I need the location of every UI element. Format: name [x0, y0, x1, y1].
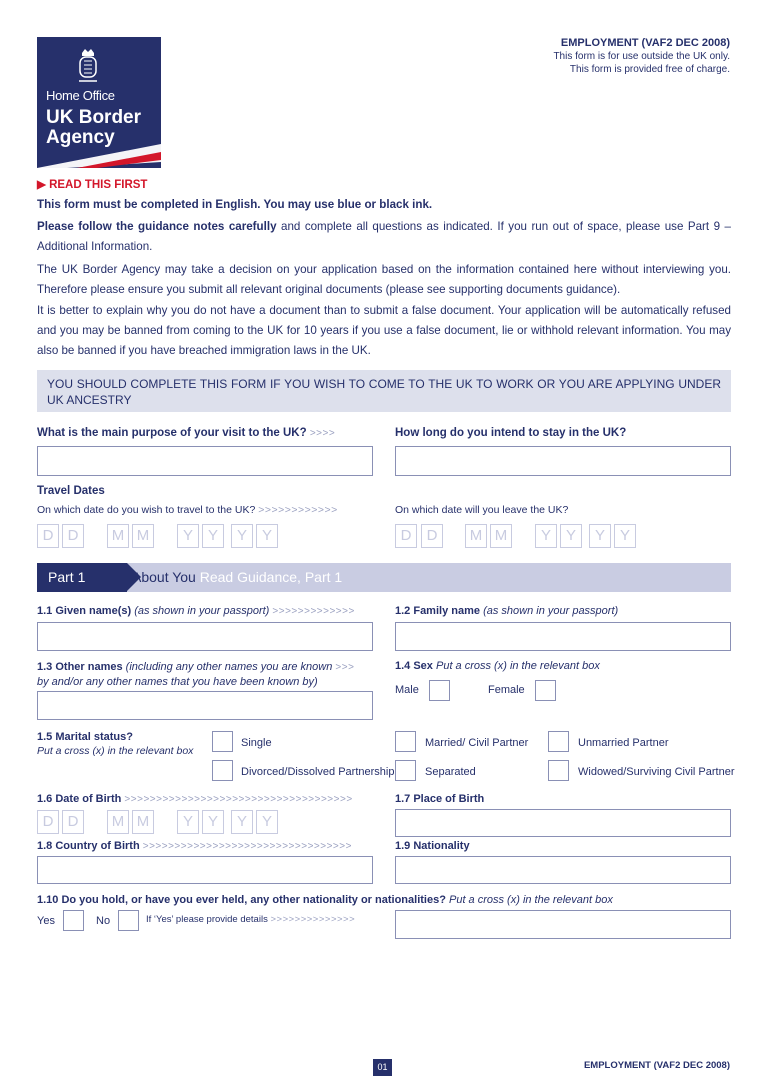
details-arrows: >>>>>>>>>>>>>> [270, 914, 356, 925]
date-of-birth-arrows: >>>>>>>>>>>>>>>>>>>>>>>>>>>>>>>>>>>> [124, 794, 353, 805]
details-label: If ‘Yes’ please provide details [146, 914, 268, 925]
travel-from-arrows: >>>>>>>>>>>> [258, 504, 338, 516]
family-name-note: (as shown in your passport) [483, 605, 619, 617]
date-of-birth-label: 1.6 Date of Birth [37, 793, 122, 805]
header-line-1: This form is for use outside the UK only. [553, 51, 730, 62]
part-1-header [37, 563, 731, 592]
date-box-year[interactable]: Y [560, 524, 582, 548]
marital-status-question [37, 730, 193, 758]
sex-question [395, 660, 600, 672]
yes-label: Yes [37, 915, 55, 927]
other-nationality-question [37, 894, 613, 906]
date-box-year[interactable]: Y [256, 810, 278, 834]
no-label: No [96, 915, 111, 927]
header-line-2: This form is provided free of charge. [569, 64, 730, 75]
given-names-note: (as shown in your passport) [134, 605, 270, 617]
date-box-year[interactable]: Y [202, 810, 224, 834]
date-box-day[interactable]: D [421, 524, 443, 548]
female-checkbox[interactable] [535, 680, 556, 701]
given-names-question [37, 605, 355, 617]
other-names-question [37, 660, 377, 689]
date-box-year[interactable]: Y [177, 524, 199, 548]
given-names-arrows: >>>>>>>>>>>>> [272, 606, 355, 617]
triangle-right-icon: ▶ [37, 179, 46, 191]
purpose-arrows: >>>> [309, 428, 336, 439]
date-box-day[interactable]: D [37, 810, 59, 834]
intro-paragraph-1: This form must be completed in English. You may use blue or black ink. [37, 198, 433, 211]
date-box-month[interactable]: M [132, 810, 154, 834]
place-of-birth-question: 1.7 Place of Birth [395, 793, 485, 805]
date-box-month[interactable]: M [107, 524, 129, 548]
agency-name-line1: UK Border [46, 107, 142, 128]
royal-crest-icon [73, 47, 103, 87]
marital-status-label: 1.5 Marital status? [37, 731, 133, 743]
eligibility-banner: YOU SHOULD COMPLETE THIS FORM IF YOU WISH TO COME TO THE UK TO WORK OR YOU ARE APPLYING UNDER UK ANCESTRY [37, 370, 731, 412]
travel-from-question [37, 504, 338, 516]
family-name-input[interactable] [395, 622, 731, 651]
date-box-month[interactable]: M [465, 524, 487, 548]
travel-dates-title: Travel Dates [37, 485, 105, 497]
other-nationality-label: 1.10 Do you hold, or have you ever held, any other nationality or nationalities? [37, 894, 446, 906]
intro-p2-bold: Please follow the guidance notes carefully [37, 220, 277, 233]
purpose-label: What is the main purpose of your visit to the UK? [37, 427, 307, 439]
part-title-text: About You [132, 569, 196, 585]
country-of-birth-input[interactable] [37, 856, 373, 884]
date-box-year[interactable]: Y [589, 524, 611, 548]
date-box-day[interactable]: D [37, 524, 59, 548]
widowed-checkbox[interactable] [548, 760, 569, 781]
sex-note: Put a cross (x) in the relevant box [435, 660, 600, 672]
purpose-input[interactable] [37, 446, 373, 476]
date-box-day[interactable]: D [62, 810, 84, 834]
red-stripe-icon [37, 132, 161, 168]
date-box-year[interactable]: Y [256, 524, 278, 548]
home-office-text: Home Office [46, 88, 115, 103]
family-name-question [395, 605, 618, 617]
male-label: Male [395, 684, 419, 696]
country-of-birth-arrows: >>>>>>>>>>>>>>>>>>>>>>>>>>>>>>>>> [142, 841, 352, 852]
date-box-year[interactable]: Y [177, 810, 199, 834]
divorced-checkbox[interactable] [212, 760, 233, 781]
intro-p2-rest: and complete all questions as indicated. If you run out of space, please use Part 9 – Additional Information. [37, 220, 731, 253]
given-names-label: 1.1 Given name(s) [37, 605, 132, 617]
intro-paragraph-4: It is better to explain why you do not have a document than to submit a false document. Your application will be automatically refused and you may be banned from coming to the UK for 10 years if you use a false document, lie or withhold relevant information. You may also be banned if you have breached immigration laws in the UK. [37, 304, 731, 357]
date-box-year[interactable]: Y [231, 810, 253, 834]
duration-question: How long do you intend to stay in the UK? [395, 427, 627, 439]
agency-name-line2: Agency [46, 127, 115, 148]
details-prompt [146, 914, 355, 925]
travel-to-question: On which date will you leave the UK? [395, 504, 569, 516]
single-checkbox[interactable] [212, 731, 233, 752]
date-box-day[interactable]: D [395, 524, 417, 548]
form-title: EMPLOYMENT (VAF2 DEC 2008) [560, 37, 730, 49]
date-box-month[interactable]: M [132, 524, 154, 548]
yes-checkbox[interactable] [63, 910, 84, 931]
male-checkbox[interactable] [429, 680, 450, 701]
form-header [553, 37, 730, 75]
footer-title: EMPLOYMENT (VAF2 DEC 2008) [583, 1060, 730, 1071]
travel-from-label: On which date do you wish to travel to the UK? [37, 504, 256, 516]
unmarried-checkbox[interactable] [548, 731, 569, 752]
family-name-label: 1.2 Family name [395, 605, 480, 617]
intro-paragraph-2 [37, 217, 731, 257]
unmarried-label: Unmarried Partner [578, 737, 669, 749]
country-of-birth-label: 1.8 Country of Birth [37, 840, 140, 852]
other-names-arrows: >>> [335, 662, 355, 673]
married-label: Married/ Civil Partner [425, 737, 529, 749]
other-nationality-details-input[interactable] [395, 910, 731, 939]
place-of-birth-input[interactable] [395, 809, 731, 837]
separated-checkbox[interactable] [395, 760, 416, 781]
uk-border-agency-logo [37, 37, 161, 168]
purpose-question [37, 427, 335, 439]
other-names-note: (including any other names you are known [125, 661, 333, 673]
other-nationality-note: Put a cross (x) in the relevant box [448, 894, 613, 906]
page-number: 01 [373, 1059, 392, 1076]
other-names-input[interactable] [37, 691, 373, 720]
date-box-year[interactable]: Y [535, 524, 557, 548]
country-of-birth-question [37, 840, 352, 852]
divorced-label: Divorced/Dissolved Partnership [241, 766, 395, 778]
read-first-label: READ THIS FIRST [49, 179, 148, 191]
read-this-first-heading [37, 177, 147, 191]
sex-label: 1.4 Sex [395, 660, 433, 672]
duration-input[interactable] [395, 446, 731, 476]
date-of-birth-question [37, 793, 353, 805]
date-box-year[interactable]: Y [202, 524, 224, 548]
widowed-label: Widowed/Surviving Civil Partner [578, 766, 735, 778]
part-guidance-link[interactable]: Read Guidance, Part 1 [199, 569, 343, 585]
no-checkbox[interactable] [118, 910, 139, 931]
married-checkbox[interactable] [395, 731, 416, 752]
date-box-month[interactable]: M [107, 810, 129, 834]
given-names-input[interactable] [37, 622, 373, 651]
female-label: Female [488, 684, 525, 696]
single-label: Single [241, 737, 272, 749]
other-names-note-2: by and/or any other names that you have been known by) [37, 676, 318, 688]
date-box-year[interactable]: Y [614, 524, 636, 548]
marital-status-note: Put a cross (x) in the relevant box [37, 745, 194, 757]
date-box-year[interactable]: Y [231, 524, 253, 548]
part-label: Part 1 [37, 563, 127, 592]
part-title [132, 563, 342, 592]
intro-paragraph-3: The UK Border Agency may take a decision on your application based on the information contained here without interviewing you. Therefore please ensure you submit all relevant original documents (please see supporting documents guidance). [37, 263, 731, 296]
separated-label: Separated [425, 766, 476, 778]
nationality-question: 1.9 Nationality [395, 840, 470, 852]
date-box-day[interactable]: D [62, 524, 84, 548]
date-box-month[interactable]: M [490, 524, 512, 548]
other-names-label: 1.3 Other names [37, 661, 123, 673]
nationality-input[interactable] [395, 856, 731, 884]
